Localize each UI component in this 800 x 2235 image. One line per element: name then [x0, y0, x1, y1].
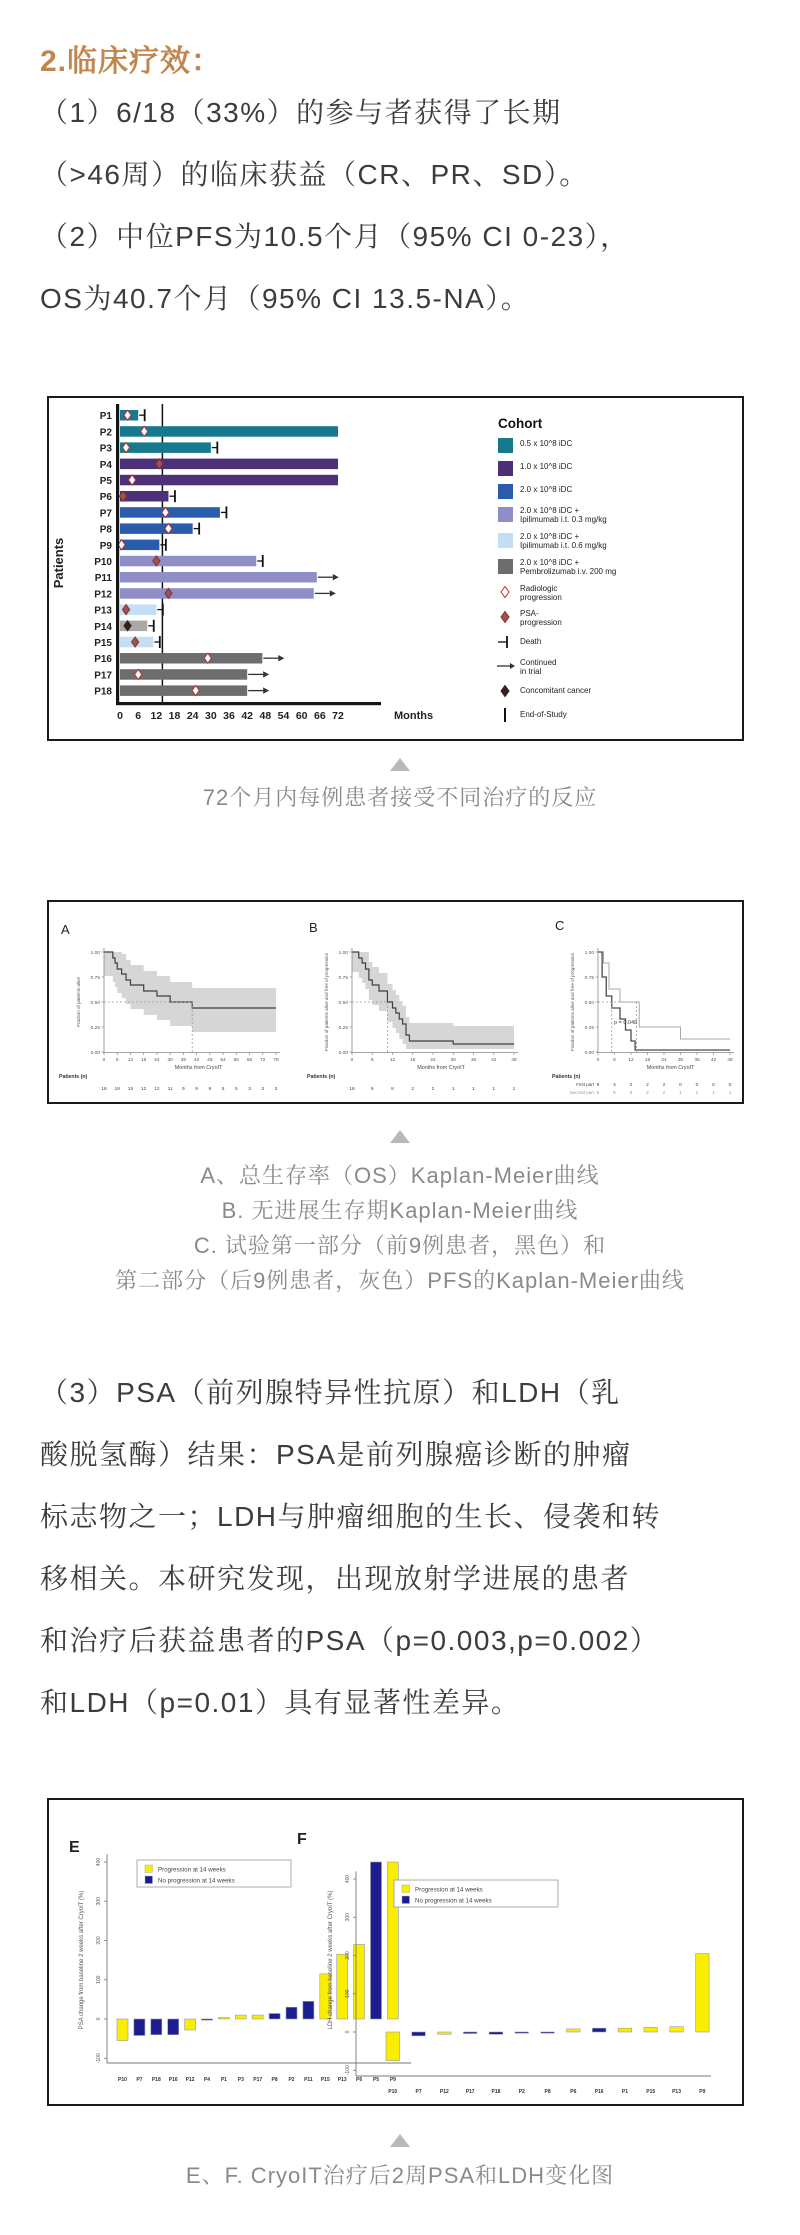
svg-text:progression: progression: [520, 593, 562, 602]
svg-text:12: 12: [141, 1087, 147, 1092]
svg-text:p = 0.048: p = 0.048: [614, 1020, 638, 1026]
paragraph-line: （1）6/18（33%）的参与者获得了长期: [40, 97, 562, 128]
svg-text:1: 1: [512, 1087, 516, 1092]
svg-text:B: B: [309, 920, 318, 935]
svg-text:2.0 x 10^8 iDC +: 2.0 x 10^8 iDC +: [520, 558, 580, 567]
svg-text:P16: P16: [594, 2089, 604, 2095]
svg-text:P5: P5: [99, 476, 112, 487]
svg-text:P7: P7: [415, 2089, 422, 2095]
svg-text:2: 2: [662, 1083, 666, 1088]
svg-text:1: 1: [492, 1087, 496, 1092]
svg-text:2: 2: [662, 1091, 666, 1096]
svg-text:1.0 x 10^8 iDC: 1.0 x 10^8 iDC: [520, 462, 573, 471]
svg-text:72: 72: [260, 1058, 266, 1063]
paragraph-line: 标志物之一；LDH与肿瘤细胞的生长、侵袭和转: [40, 1501, 662, 1532]
svg-text:0: 0: [96, 2017, 102, 2021]
svg-text:30: 30: [167, 1058, 173, 1063]
svg-text:18: 18: [101, 1087, 107, 1092]
svg-text:36: 36: [470, 1058, 477, 1063]
svg-text:P18: P18: [151, 2077, 161, 2083]
svg-text:Patients (n): Patients (n): [307, 1074, 336, 1080]
svg-text:-100: -100: [345, 2065, 351, 2076]
svg-text:P9: P9: [699, 2089, 706, 2095]
svg-text:300: 300: [345, 1913, 351, 1922]
svg-text:P15: P15: [320, 2077, 330, 2083]
svg-text:P1: P1: [621, 2089, 629, 2095]
svg-text:42: 42: [710, 1058, 717, 1063]
svg-text:9: 9: [596, 1083, 600, 1088]
svg-text:P4: P4: [99, 459, 112, 471]
svg-text:6: 6: [370, 1058, 374, 1063]
svg-text:LDH change from baseline 2 wee: LDH change from baseline 2 weeks after CryoIT (%): [328, 1890, 334, 2030]
svg-text:P8: P8: [544, 2089, 551, 2095]
svg-text:No progression at 14 weeks: No progression at 14 weeks: [158, 1877, 235, 1885]
svg-text:P18: P18: [491, 2089, 501, 2095]
figure2-caption: A、总生存率（OS）Kaplan-Meier曲线 B. 无进展生存期Kaplan-Meier曲线 C. 试验第一部分（前9例患者，黑色）和 第二部分（后9例患者，灰色）PFS的Kaplan-Meier曲线: [115, 1163, 685, 1293]
svg-text:36: 36: [223, 710, 235, 722]
svg-text:P16: P16: [168, 2077, 178, 2083]
svg-text:in trial: in trial: [520, 667, 542, 676]
svg-text:9: 9: [182, 1087, 185, 1092]
svg-text:24: 24: [661, 1058, 667, 1063]
svg-text:Months from CryoIT: Months from CryoIT: [174, 1065, 223, 1071]
svg-text:12: 12: [154, 1087, 160, 1092]
svg-text:54: 54: [220, 1058, 226, 1063]
svg-text:5: 5: [629, 1091, 633, 1096]
svg-text:42: 42: [491, 1058, 497, 1063]
svg-text:P15: P15: [94, 638, 112, 649]
svg-text:P12: P12: [94, 589, 112, 601]
km-curves-figure: [47, 900, 744, 1104]
svg-text:8: 8: [391, 1087, 394, 1092]
svg-text:P17: P17: [465, 2089, 475, 2095]
svg-text:9: 9: [596, 1091, 600, 1096]
svg-text:18: 18: [168, 710, 181, 722]
svg-text:progression: progression: [520, 618, 562, 627]
section-heading: 2.临床疗效：: [40, 45, 223, 78]
svg-text:2.0 x 10^8 iDC +: 2.0 x 10^8 iDC +: [520, 506, 580, 515]
paragraph-line: 和LDH（p=0.01）具有显著性差异。: [40, 1687, 521, 1718]
svg-text:6: 6: [613, 1058, 616, 1063]
svg-text:0.25: 0.25: [584, 1025, 594, 1031]
svg-text:24: 24: [186, 710, 199, 722]
svg-text:12: 12: [389, 1058, 396, 1063]
svg-text:15: 15: [127, 1087, 134, 1092]
svg-text:P10: P10: [118, 2077, 127, 2083]
svg-text:0: 0: [679, 1083, 682, 1088]
svg-text:9: 9: [370, 1087, 374, 1092]
svg-text:Fraction of patients alive and: Fraction of patients alive and free of progression: [324, 952, 329, 1052]
svg-text:P14: P14: [94, 621, 112, 633]
svg-text:0: 0: [102, 1058, 106, 1063]
svg-text:12: 12: [628, 1058, 634, 1063]
svg-text:5: 5: [221, 1087, 225, 1092]
svg-text:0.25: 0.25: [338, 1025, 348, 1031]
svg-text:P2: P2: [99, 427, 112, 439]
svg-text:1: 1: [728, 1091, 732, 1096]
svg-text:60: 60: [233, 1058, 239, 1063]
svg-text:P16: P16: [94, 654, 112, 666]
svg-text:0.00: 0.00: [90, 1050, 100, 1056]
svg-text:Radiologic: Radiologic: [520, 584, 558, 593]
svg-text:End-of-Study: End-of-Study: [520, 710, 567, 719]
svg-text:P7: P7: [99, 508, 112, 520]
svg-text:24: 24: [154, 1058, 160, 1063]
svg-text:400: 400: [96, 1857, 102, 1867]
svg-text:9: 9: [195, 1087, 198, 1092]
svg-text:18: 18: [141, 1058, 147, 1063]
svg-text:200: 200: [96, 1936, 102, 1945]
svg-text:Cohort: Cohort: [498, 416, 543, 431]
waterfall-bars-figure: [47, 1798, 744, 2106]
svg-text:P13: P13: [94, 605, 112, 617]
svg-text:5: 5: [613, 1091, 616, 1096]
svg-text:30: 30: [204, 710, 217, 722]
svg-text:Second part: Second part: [569, 1090, 594, 1095]
svg-text:Months: Months: [394, 710, 434, 722]
svg-text:P6: P6: [356, 2077, 363, 2083]
swimmer-plot-figure: [47, 396, 744, 741]
svg-text:P3: P3: [237, 2077, 244, 2083]
svg-text:Months from CryoIT: Months from CryoIT: [646, 1065, 695, 1071]
svg-text:3: 3: [274, 1087, 278, 1092]
svg-text:66: 66: [246, 1058, 253, 1063]
svg-text:Months from CryoIT: Months from CryoIT: [417, 1065, 465, 1071]
svg-text:P9: P9: [99, 540, 112, 552]
svg-text:0: 0: [728, 1083, 732, 1088]
svg-text:2: 2: [646, 1091, 649, 1096]
svg-text:0.75: 0.75: [90, 975, 100, 981]
svg-text:2: 2: [431, 1087, 435, 1092]
svg-text:0.50: 0.50: [338, 1000, 348, 1006]
svg-text:-100: -100: [96, 2053, 102, 2064]
figure3-caption: E、F. CryoIT治疗后2周PSA和LDH变化图: [185, 2163, 615, 2188]
svg-text:0.50: 0.50: [584, 1000, 594, 1006]
svg-text:PSA change from baseline 2 wee: PSA change from baseline 2 weeks after CryoIT (%): [79, 1890, 85, 2030]
svg-text:P5: P5: [372, 2077, 380, 2083]
svg-text:42: 42: [193, 1058, 200, 1063]
svg-text:PSA-: PSA-: [520, 609, 539, 618]
svg-text:P2: P2: [518, 2089, 525, 2095]
collapse-triangle-icon: [390, 1130, 410, 1143]
svg-text:30: 30: [450, 1058, 456, 1063]
svg-text:P11: P11: [94, 573, 112, 585]
svg-text:Concomitant cancer: Concomitant cancer: [520, 686, 592, 695]
svg-text:200: 200: [345, 1951, 351, 1960]
svg-text:48: 48: [259, 710, 272, 722]
svg-text:6: 6: [135, 710, 142, 722]
svg-text:Patients (n): Patients (n): [59, 1074, 88, 1080]
svg-text:54: 54: [277, 710, 290, 722]
svg-text:42: 42: [241, 710, 254, 722]
paragraph-line: （3）PSA（前列腺特异性抗原）和LDH（乳: [40, 1377, 621, 1408]
svg-text:Pembrolizumab i.v. 200 mg: Pembrolizumab i.v. 200 mg: [520, 567, 617, 576]
svg-text:P8: P8: [99, 524, 112, 536]
collapse-triangle-icon: [390, 758, 410, 771]
svg-text:Patients (n): Patients (n): [552, 1074, 581, 1080]
svg-text:1.00: 1.00: [90, 950, 100, 956]
svg-text:Progression at 14 weeks: Progression at 14 weeks: [415, 1886, 483, 1894]
paragraph-line: 和治疗后获益患者的PSA（p=0.003,p=0.002）: [40, 1625, 660, 1656]
paragraph-1: [40, 82, 770, 330]
svg-text:P10: P10: [94, 557, 112, 568]
svg-text:P11: P11: [304, 2077, 313, 2083]
svg-text:0.50: 0.50: [90, 1000, 100, 1006]
collapse-triangle-icon: [390, 2134, 410, 2147]
svg-text:First part: First part: [576, 1082, 594, 1087]
svg-text:1.00: 1.00: [584, 950, 594, 956]
svg-text:P1: P1: [99, 411, 112, 423]
svg-text:18: 18: [349, 1087, 355, 1092]
svg-text:400: 400: [345, 1874, 351, 1884]
svg-text:Progression at 14 weeks: Progression at 14 weeks: [158, 1866, 226, 1874]
svg-text:2.0 x 10^8 iDC: 2.0 x 10^8 iDC: [520, 485, 573, 494]
svg-text:100: 100: [345, 1989, 351, 1998]
paragraph-3: [40, 1362, 770, 1734]
svg-text:P6: P6: [570, 2089, 577, 2095]
svg-text:5: 5: [234, 1087, 238, 1092]
svg-text:60: 60: [295, 710, 308, 722]
svg-text:E: E: [69, 1839, 80, 1856]
paragraph-line: 移相关。本研究发现，出现放射学进展的患者: [40, 1563, 631, 1594]
svg-text:P18: P18: [94, 686, 112, 698]
svg-text:66: 66: [313, 710, 326, 722]
svg-text:2: 2: [646, 1083, 649, 1088]
svg-text:100: 100: [96, 1975, 102, 1984]
svg-text:Continued: Continued: [520, 658, 557, 667]
svg-text:F: F: [297, 1831, 307, 1848]
svg-text:P4: P4: [203, 2077, 211, 2083]
svg-text:P13: P13: [672, 2089, 682, 2095]
svg-text:30: 30: [677, 1058, 684, 1063]
svg-text:1: 1: [712, 1091, 715, 1096]
svg-text:P1: P1: [220, 2077, 227, 2083]
svg-text:18: 18: [644, 1058, 651, 1063]
svg-text:P17: P17: [253, 2077, 263, 2083]
svg-text:12: 12: [127, 1058, 134, 1063]
svg-text:18: 18: [114, 1087, 120, 1092]
svg-text:0: 0: [596, 1058, 600, 1063]
svg-text:48: 48: [207, 1058, 213, 1063]
svg-text:Ipilimumab i.t. 0.3 mg/kg: Ipilimumab i.t. 0.3 mg/kg: [520, 515, 607, 524]
svg-text:11: 11: [167, 1087, 173, 1092]
svg-text:300: 300: [96, 1897, 102, 1906]
svg-text:6: 6: [115, 1058, 119, 1063]
svg-text:12: 12: [150, 710, 163, 722]
svg-text:36: 36: [180, 1058, 187, 1063]
svg-text:P9: P9: [389, 2077, 396, 2083]
svg-text:72: 72: [332, 710, 344, 722]
svg-text:P3: P3: [99, 443, 112, 455]
svg-text:1: 1: [695, 1091, 699, 1096]
svg-text:0: 0: [712, 1083, 715, 1088]
paragraph-line: （>46周）的临床获益（CR、PR、SD）。: [40, 159, 589, 190]
svg-text:1: 1: [472, 1087, 475, 1092]
svg-text:0.00: 0.00: [584, 1050, 594, 1056]
svg-text:24: 24: [430, 1058, 436, 1063]
svg-text:P6: P6: [99, 492, 112, 504]
svg-text:0: 0: [695, 1083, 699, 1088]
svg-text:P10: P10: [388, 2089, 398, 2095]
paragraph-line: （2）中位PFS为10.5个月（95% CI 0-23），: [40, 221, 630, 252]
svg-text:78: 78: [273, 1058, 279, 1063]
paragraph-line: 酸脱氢酶）结果：PSA是前列腺癌诊断的肿瘤: [40, 1439, 632, 1470]
figure1-caption: 72个月内每例患者接受不同治疗的反应: [202, 785, 598, 810]
svg-text:2: 2: [411, 1087, 415, 1092]
svg-text:0.75: 0.75: [338, 975, 348, 981]
svg-text:0.5 x 10^8 iDC: 0.5 x 10^8 iDC: [520, 439, 573, 448]
svg-text:Patients: Patients: [51, 537, 66, 589]
svg-text:P17: P17: [94, 670, 112, 682]
svg-text:1.00: 1.00: [338, 950, 348, 956]
swimmer-plot-svg: [49, 398, 742, 739]
svg-text:P12: P12: [185, 2077, 195, 2083]
svg-text:P12: P12: [439, 2089, 449, 2095]
waterfall-bars-svg: [49, 1800, 742, 2104]
svg-text:0: 0: [345, 2030, 351, 2034]
svg-text:1: 1: [679, 1091, 682, 1096]
svg-text:48: 48: [727, 1058, 733, 1063]
svg-text:A: A: [61, 922, 70, 937]
svg-text:0.75: 0.75: [584, 975, 594, 981]
svg-text:2: 2: [629, 1083, 633, 1088]
svg-text:3: 3: [248, 1087, 251, 1092]
svg-text:P8: P8: [271, 2077, 278, 2083]
svg-text:Fraction of patients alive and: Fraction of patients alive and free of progression: [570, 952, 575, 1052]
svg-text:0: 0: [117, 710, 123, 722]
svg-text:18: 18: [410, 1058, 416, 1063]
svg-text:C: C: [555, 918, 565, 933]
svg-text:P13: P13: [337, 2077, 347, 2083]
svg-text:P15: P15: [646, 2089, 656, 2095]
svg-text:3: 3: [261, 1087, 265, 1092]
svg-text:Death: Death: [520, 637, 542, 646]
svg-text:2.0 x 10^8 iDC +: 2.0 x 10^8 iDC +: [520, 532, 580, 541]
svg-text:P2: P2: [288, 2077, 295, 2083]
svg-text:No progression at 14 weeks: No progression at 14 weeks: [415, 1897, 492, 1905]
svg-text:9: 9: [208, 1087, 212, 1092]
svg-text:36: 36: [694, 1058, 700, 1063]
svg-text:0.00: 0.00: [338, 1050, 348, 1056]
svg-text:0.25: 0.25: [90, 1025, 100, 1031]
svg-text:1: 1: [451, 1087, 455, 1092]
svg-text:48: 48: [511, 1058, 517, 1063]
svg-text:Ipilimumab i.t. 0.6 mg/kg: Ipilimumab i.t. 0.6 mg/kg: [520, 541, 607, 550]
km-curves-svg: [49, 902, 742, 1102]
svg-text:P7: P7: [136, 2077, 143, 2083]
svg-text:0: 0: [350, 1058, 354, 1063]
svg-text:Fraction of patients alive: Fraction of patients alive: [76, 977, 81, 1027]
svg-text:4: 4: [613, 1083, 616, 1088]
paragraph-line: OS为40.7个月（95% CI 13.5-NA）。: [40, 283, 531, 314]
